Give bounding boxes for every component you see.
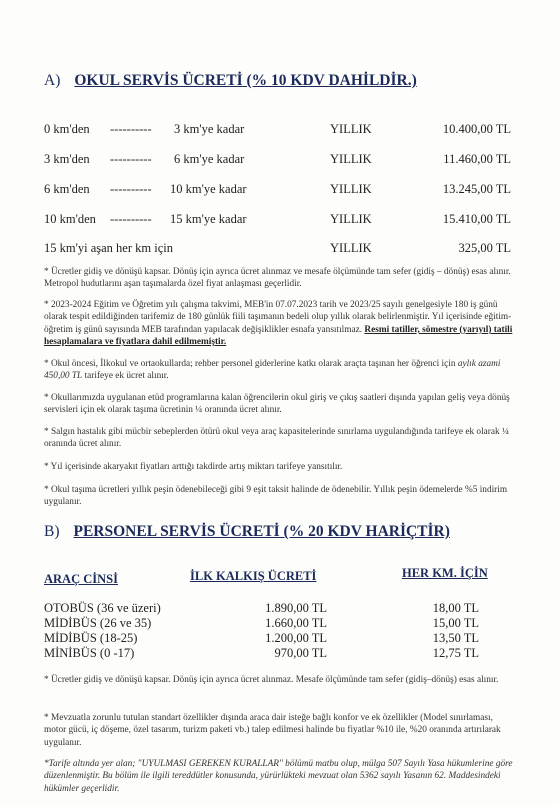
price-value: 11.460,00 TL <box>443 152 511 166</box>
price-value: 13.245,00 TL <box>442 182 511 196</box>
note-calendar-emphasis: Resmi tatiller, sömestre (yarıyıl) tatili hesaplamalara ve fiyatlara dahil edilmemiştir. <box>44 324 513 348</box>
section-a-title <box>44 72 417 90</box>
vehicle-name: MİDİBÜS (26 ve 35) <box>44 616 152 630</box>
section-a-heading: OKUL SERVİS ÜCRETİ (% 10 KDV DAHİLDİR.) <box>74 72 417 89</box>
first-fare: 1.200,00 TL <box>265 631 327 645</box>
vehicle-name: MİNİBÜS (0 -17) <box>44 646 135 660</box>
vehicle-name: OTOBÜS (36 ve üzeri) <box>44 601 161 615</box>
vehicle-row <box>44 616 519 632</box>
vehicle-row <box>44 601 519 617</box>
header-vehicle-type: ARAÇ CİNSİ <box>44 572 118 586</box>
vehicle-row <box>44 631 519 647</box>
from-label: 3 km'den <box>44 152 90 166</box>
from-label: 6 km'den <box>44 182 90 196</box>
dash-separator: ---------- <box>110 122 152 136</box>
note-guide-tail: tarifeye ek ücret alınır. <box>84 371 169 382</box>
from-label: 15 km'yi aşan her km için <box>44 241 173 255</box>
dash-separator: ---------- <box>110 182 152 196</box>
per-km-fare: 13,50 TL <box>432 631 479 645</box>
note-round-trip: * Ücretler gidiş ve dönüşü kapsar. Dönüş için ayrıca ücret alınmaz ve mesafe ölçümünde tam sefer (gidiş – dönüş) esas alınır. Metropol hudutlarını aşan taşımalarda özel fiyat anlaşması geçerlidir. <box>44 267 511 290</box>
section-b-letter: B) <box>44 523 60 540</box>
period-label: YILLIK <box>330 241 372 255</box>
period-label: YILLIK <box>330 212 372 226</box>
period-label: YILLIK <box>330 122 372 136</box>
price-row <box>44 122 519 140</box>
from-label: 10 km'den <box>44 212 96 226</box>
period-label: YILLIK <box>330 182 372 196</box>
section-b-heading: PERSONEL SERVİS ÜCRETİ (% 20 KDV HARİÇTİR) <box>73 523 450 540</box>
price-value: 325,00 TL <box>458 241 511 255</box>
note-b-round-trip: * Ücretler gidiş ve dönüşü kapsar. Dönüş için ayrıca ücret alınmaz. Mesafe ölçümünde tam sefer (gidiş–dönüş) esas alınır. <box>44 675 499 685</box>
note-fuel: * Yıl içerisinde akaryakıt fiyatları arttığı takdirde artış miktarı tarifeye yansıtılır. <box>44 462 343 472</box>
dash-separator: ---------- <box>110 212 152 226</box>
note-study-program: * Okullarımızda uygulanan etüd programlarına kalan öğrencilerin okul giriş ve çıkış saatleri dışında yapılan geliş veya dönüş servisleri için ek olarak taşıma ücretinin ¼ oranında ücret alınır. <box>44 393 510 416</box>
note-calendar-text: * 2023-2024 Eğitim ve Öğretim yılı çalışma takvimi, MEB'in 07.07.2023 tarih ve 2023/25 sayılı genelgesiyle 180 iş günü olarak tespit edildiğinden tarifemiz de 180 günlük fiili taşımanın bedeli olup yıllık olarak belirlenmiştir. Yıl içerisinde eğitim-öğretim iş günü sayısında MEB tarafından yapılacak değişiklikler esnafa yansıtılmaz. <box>44 300 512 335</box>
section-b-title <box>44 523 450 541</box>
note-guide-text: * Okul öncesi, İlkokul ve ortaokullarda; rehber personel giderlerine katkı olarak araçta taşınan her öğrenci için <box>44 359 456 369</box>
section-a-letter: A) <box>44 72 61 89</box>
header-per-km: HER KM. İÇİN <box>402 566 488 580</box>
note-b-rules: *Tarife altında yer alan; "UYULMASI GEREKEN KURALLAR" bölümü matbu olup, mülga 507 Sayılı Yasa hükumlerine göre düzenlenmiştir. Bu bölüm ile ilgili tereddütler konusunda, yürürlükteki mevzuat olan 5362 sayılı Yasanın 62. Maddesindeki hükümler geçerlidir. <box>44 759 513 794</box>
dash-separator: ---------- <box>110 152 152 166</box>
from-label: 0 km'den <box>44 122 90 136</box>
note-pandemic: * Salgın hastalık gibi mücbir sebeplerden ötürü okul veya araç kapasitelerinde sınırlama uygulandığında tarifeye ek olarak ¼ oranında ücret alınır. <box>44 427 509 450</box>
price-row <box>44 241 519 259</box>
header-first-fare: İLK KALKIŞ ÜCRETİ <box>190 569 317 583</box>
per-km-fare: 18,00 TL <box>432 601 479 615</box>
period-label: YILLIK <box>330 152 372 166</box>
per-km-fare: 12,75 TL <box>432 646 479 660</box>
price-row <box>44 182 519 200</box>
price-value: 10.400,00 TL <box>442 122 511 136</box>
vehicle-name: MİDİBÜS (18-25) <box>44 631 138 645</box>
vehicle-row <box>44 646 519 662</box>
to-label: 3 km'ye kadar <box>174 122 245 136</box>
first-fare: 970,00 TL <box>274 646 327 660</box>
to-label: 15 km'ye kadar <box>170 212 247 226</box>
price-row <box>44 152 519 170</box>
note-calendar <box>44 299 516 349</box>
note-b-comfort: * Mevzuatla zorunlu tutulan standart özellikler dışında araca dair isteğe bağlı konfor ve ek özellikler (Model sınırlaması, motor gücü, iç döşeme, özel tasarım, turizm paketi vb.) talep edilmesi halinde bu fiyatlar %10 ile, %20 oranında artırılarak uygulanır. <box>44 713 501 748</box>
price-value: 15.410,00 TL <box>442 212 511 226</box>
to-label: 10 km'ye kadar <box>170 182 247 196</box>
note-guide-amount: aylık azami 450,00 TL <box>44 359 501 382</box>
note-guide-staff <box>44 358 516 383</box>
first-fare: 1.890,00 TL <box>265 601 327 615</box>
first-fare: 1.660,00 TL <box>265 616 327 630</box>
to-label: 6 km'ye kadar <box>174 152 245 166</box>
note-payment: * Okul taşıma ücretleri yıllık peşin ödenebileceği gibi 9 eşit taksit halinde de ödenebilir. Yıllık peşin ödemelerde %5 indirim uygulanır. <box>44 485 508 508</box>
per-km-fare: 15,00 TL <box>432 616 479 630</box>
price-row <box>44 212 519 230</box>
